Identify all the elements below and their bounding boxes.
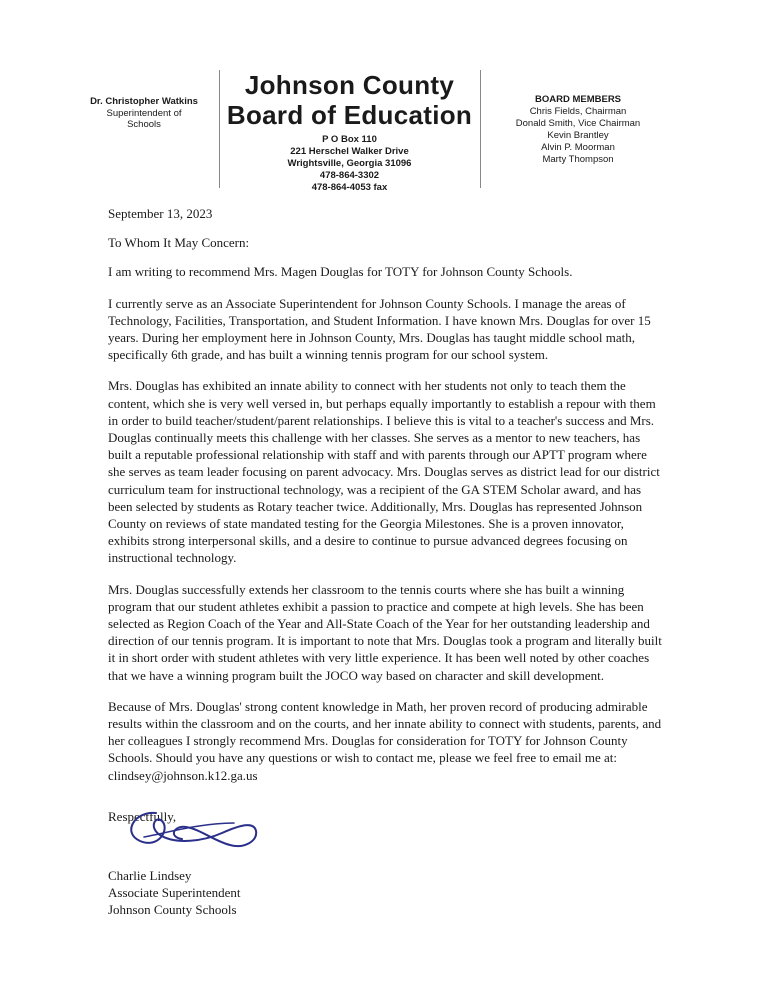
org-name-line2: Board of Education [226, 100, 473, 130]
board-member: Chris Fields, Chairman [529, 106, 627, 117]
org-po-box: P O Box 110 [322, 134, 377, 145]
paragraph-teaching: Mrs. Douglas has exhibited an innate ability to connect with her students not only to teach them the content, which she is very well versed in, but perhaps equally importantly to establish a repour with them in order to build teacher/student/parent relationships. I believe this is vital to a teacher's success and Mrs. Douglas continually meets this challenge with her classes. She serves as a mentor to new teachers, has built a reputable professional relationship with staff and with parents through our APTT program where she serves as team leader focusing on parent advocacy. Mrs. Douglas serves as district lead for our district curriculum team for instructional technology, was a recipient of the GA STEM Scholar award, and has been selected by students as Rotary teacher twice. Additionally, Mrs. Douglas has represented Johnson County on reviews of state mandated testing for the Georgia Milestones. She is a proven innovator, exhibits strong interpersonal skills, and a desire to continue to pursue advanced degrees focusing on instructional technology. [108, 378, 660, 566]
signer-organization: Johnson County Schools [108, 902, 237, 918]
closing: Respectfully, [108, 808, 177, 824]
handwritten-signature [104, 793, 272, 863]
letterhead-divider-right [480, 70, 481, 188]
letterhead-divider-left [219, 70, 220, 188]
signer-title: Associate Superintendent [108, 885, 241, 901]
signer-name: Charlie Lindsey [108, 868, 192, 884]
board-member: Alvin P. Moorman [541, 142, 615, 153]
signature-area [108, 825, 663, 867]
paragraph-background: I currently serve as an Associate Superintendent for Johnson County Schools. I manage the areas of Technology, Facilities, Transportation, and Student Information. I have known Mrs. Douglas for over 15 years. During her employment here in Johnson County, Mrs. Douglas has taught middle school math, specifically 6th grade, and has built a winning tennis program for our school system. [108, 295, 651, 363]
board-members-title: BOARD MEMBERS [534, 94, 622, 105]
superintendent-block [70, 96, 218, 131]
org-phone: 478-864-3302 [319, 170, 380, 181]
board-member: Donald Smith, Vice Chairman [515, 118, 641, 129]
letter-date: September 13, 2023 [108, 206, 213, 221]
superintendent-name: Dr. Christopher Watkins [90, 96, 198, 107]
org-street: 221 Herschel Walker Drive [290, 146, 409, 157]
paragraph-recommendation: Because of Mrs. Douglas' strong content knowledge in Math, her proven record of producing admirable results within the classroom and on the courts, and her innate ability to connect with students, parents, and her colleagues I strongly recommend Mrs. Douglas for consideration for TOTY for Johnson County Schools. Should you have any questions or wish to contact me, please we feel free to email me at: clindsey@johnson.k12.ga.us [108, 698, 662, 783]
signer-block [108, 867, 663, 918]
superintendent-title-line1: Superintendent of [106, 107, 182, 119]
salutation: To Whom It May Concern: [108, 235, 250, 251]
org-name-line1: Johnson County [244, 70, 455, 100]
letter-body [108, 205, 663, 918]
org-fax: 478-864-4053 fax [311, 182, 388, 193]
board-member: Marty Thompson [542, 154, 614, 165]
board-member: Kevin Brantley [547, 130, 609, 141]
paragraph-tennis: Mrs. Douglas successfully extends her classroom to the tennis courts where she has built a winning program that our student athletes exhibit a passion to practice and compete at high levels. She has been selected as Region Coach of the Year and All-State Coach of the Year for her outstanding leadership and direction of our tennis program. It is important to note that Mrs. Douglas took a program and literally built it in short order with student athletes with very little experience. It has been well noted by other coaches that we have a winning program built the JOCO way based on character and skill development. [108, 581, 662, 683]
organization-block [222, 70, 477, 194]
superintendent-title-line2: Schools [127, 119, 161, 130]
org-city: Wrightsville, Georgia 31096 [287, 158, 412, 169]
board-members-block [488, 94, 668, 166]
paragraph-intro: I am writing to recommend Mrs. Magen Douglas for TOTY for Johnson County Schools. [108, 264, 573, 280]
